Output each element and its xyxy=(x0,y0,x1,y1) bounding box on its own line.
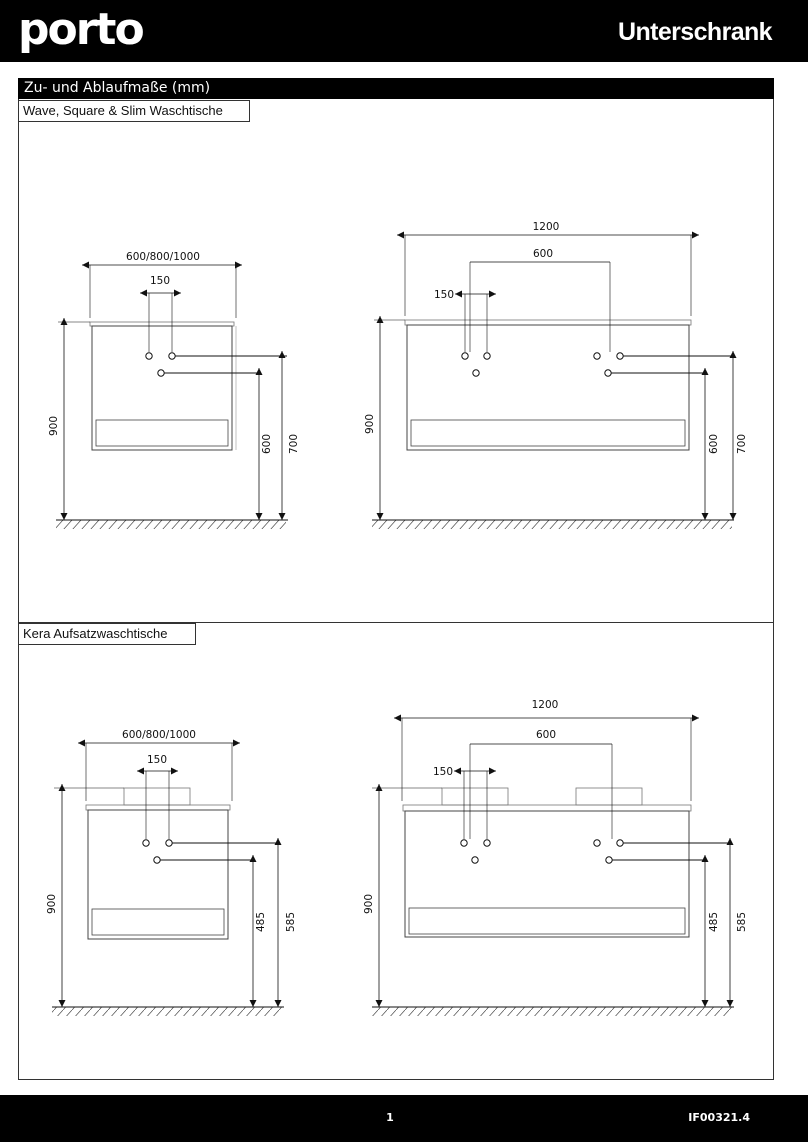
section-title: Zu- und Ablaufmaße (mm) xyxy=(18,78,774,99)
dim-inlet-height-label: 600 xyxy=(708,433,720,455)
dim-outlet-height-label: 585 xyxy=(285,911,297,933)
cabinet-body xyxy=(407,325,689,450)
dim-outlet-height-label: 585 xyxy=(736,911,748,933)
drawing-cabinet-double-bottom xyxy=(363,699,748,1016)
water-inlet xyxy=(594,840,600,846)
dim-spacing-600-label: 600 xyxy=(535,729,557,741)
countertop xyxy=(86,805,230,810)
water-inlet xyxy=(617,840,623,846)
countertop xyxy=(405,320,691,325)
dim-inlet-height-label: 485 xyxy=(708,911,720,933)
document-title: Unterschrank xyxy=(618,18,772,46)
panel-label-kera: Kera Aufsatzwaschtische xyxy=(18,623,196,645)
dim-height-label: 900 xyxy=(363,893,375,915)
dim-width-label: 600/800/1000 xyxy=(122,729,196,741)
dim-spacing-150-label: 150 xyxy=(433,289,455,301)
water-inlet xyxy=(484,840,490,846)
dim-outlet-height-label: 700 xyxy=(736,433,748,455)
cabinet-drawer xyxy=(96,420,228,446)
dim-height-label: 900 xyxy=(364,413,376,435)
floor-hatch xyxy=(372,1007,732,1016)
water-inlet xyxy=(143,840,149,846)
basin xyxy=(124,788,190,805)
dim-inlet-height-label: 600 xyxy=(261,433,273,455)
cabinet-drawer xyxy=(411,420,685,446)
water-inlet xyxy=(484,353,490,359)
drawing-cabinet-double-top xyxy=(364,221,748,529)
cabinet-drawer xyxy=(409,908,685,934)
panel-label-wave-square-slim: Wave, Square & Slim Waschtische xyxy=(18,100,250,122)
drawing-cabinet-single-top xyxy=(48,251,300,529)
dim-spacing-label: 150 xyxy=(149,275,171,287)
dim-width-label: 1200 xyxy=(532,221,560,233)
cabinet-body xyxy=(92,326,232,450)
document-code: IF00321.4 xyxy=(688,1111,750,1124)
drain-outlet xyxy=(154,857,160,863)
water-inlet xyxy=(617,353,623,359)
cabinet-drawer xyxy=(92,909,224,935)
drain-outlet xyxy=(158,370,164,376)
floor-hatch xyxy=(372,520,732,529)
countertop xyxy=(403,805,691,811)
page-number: 1 xyxy=(386,1111,394,1124)
water-inlet xyxy=(169,353,175,359)
dim-spacing-label: 150 xyxy=(146,754,168,766)
page-footer xyxy=(0,1095,808,1142)
basin xyxy=(576,788,642,805)
basin xyxy=(442,788,508,805)
drain-outlet xyxy=(605,370,611,376)
cabinet-body xyxy=(88,810,228,939)
water-inlet xyxy=(146,353,152,359)
dim-height-label: 900 xyxy=(46,893,58,915)
countertop xyxy=(90,322,234,326)
dim-spacing-150-label: 150 xyxy=(432,766,454,778)
dim-inlet-height-label: 485 xyxy=(255,911,267,933)
drain-outlet xyxy=(472,857,478,863)
water-inlet xyxy=(594,353,600,359)
dim-width-label: 1200 xyxy=(531,699,559,711)
drain-outlet xyxy=(606,857,612,863)
dim-spacing-600-label: 600 xyxy=(532,248,554,260)
dim-width-label: 600/800/1000 xyxy=(126,251,200,263)
drain-outlet xyxy=(473,370,479,376)
cabinet-body xyxy=(405,811,689,937)
water-inlet xyxy=(461,840,467,846)
water-inlet xyxy=(462,353,468,359)
dim-outlet-height-label: 700 xyxy=(288,433,300,455)
floor-hatch xyxy=(56,520,286,529)
floor-hatch xyxy=(52,1007,282,1016)
drawing-cabinet-single-bottom xyxy=(46,729,297,1016)
dim-height-label: 900 xyxy=(48,415,60,437)
water-inlet xyxy=(166,840,172,846)
porto-logo: porto xyxy=(18,4,143,55)
